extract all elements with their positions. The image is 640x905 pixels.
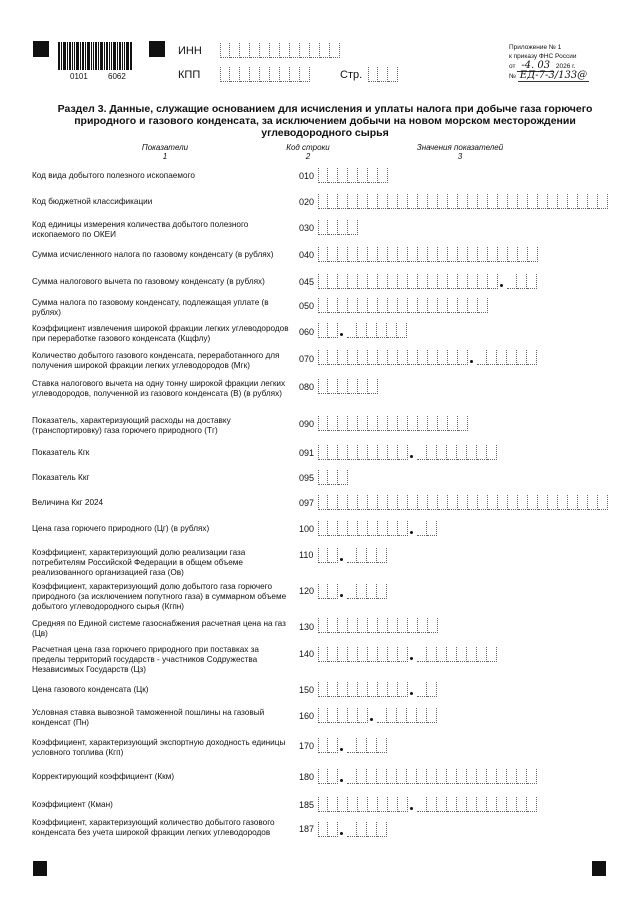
row-label-100: Цена газа горючего природного (Цг) (в рублях) — [32, 524, 210, 533]
row-input-150[interactable] — [318, 682, 437, 697]
row-input-180[interactable] — [318, 769, 537, 784]
page-field[interactable] — [368, 67, 398, 82]
row-input-130[interactable] — [318, 618, 438, 633]
row-label-045: Сумма налогового вычета по газовому конденсату (в рублях) — [32, 277, 265, 286]
row-input-170[interactable] — [318, 738, 387, 753]
row-code-100: 100 — [299, 524, 315, 534]
row-input-030[interactable] — [318, 220, 358, 235]
row-input-050[interactable] — [318, 298, 488, 313]
row-code-020: 020 — [299, 197, 315, 207]
row-input-091[interactable] — [318, 445, 497, 460]
row-input-110[interactable] — [318, 548, 387, 563]
appendix-number — [509, 71, 589, 81]
row-label-040: Сумма исчисленного налога по газовому конденсату (в рублях) — [32, 250, 274, 259]
column-head-values-label: Значения показателей — [416, 143, 504, 152]
row-code-095: 095 — [299, 473, 315, 483]
column-head-indicators — [110, 143, 220, 161]
row-input-140[interactable] — [318, 647, 497, 662]
row-code-040: 040 — [299, 250, 315, 260]
appendix-block — [509, 43, 589, 81]
row-label-091: Показатель Кгк — [32, 448, 90, 457]
row-label-187: Коэффициент, характеризующий количество добытого газового конденсата без учета широкой фракции легких углеводородов — [32, 818, 275, 837]
row-code-050: 050 — [299, 301, 315, 311]
corner-marker-top-left — [33, 41, 49, 57]
row-input-187[interactable] — [318, 822, 387, 837]
row-code-187: 187 — [299, 824, 315, 834]
row-label-170: Коэффициент, характеризующий экспортную доходность единицы условного топлива (Кгп) — [32, 738, 286, 757]
row-input-070[interactable] — [318, 350, 537, 365]
row-label-097: Величина Ккг 2024 — [32, 498, 104, 507]
row-label-120: Коэффициент, характеризующий долю добытого газа горючего природного (за исключением попутного газа) в суммарном объеме добытого углеводородного сырья (Кгпн) — [32, 582, 287, 611]
appendix-number-prefix: № — [509, 73, 516, 80]
row-code-140: 140 — [299, 649, 315, 659]
row-label-030: Код единицы измерения количества добытого полезного ископаемого по ОКЕИ — [32, 220, 249, 239]
appendix-line2: к приказу ФНС России — [509, 53, 577, 60]
appendix-date-handwritten: -4. 03 — [517, 60, 554, 72]
appendix-number-handwritten: ЕД-7-3/133@ — [519, 70, 588, 81]
row-label-020: Код бюджетной классификации — [32, 197, 153, 206]
corner-marker-bottom-right — [592, 861, 606, 876]
row-label-090: Показатель, характеризующий расходы на доставку (транспортировку) газа горючего природного (Тг) — [32, 416, 231, 435]
column-head-values — [400, 143, 520, 161]
row-code-060: 060 — [299, 327, 315, 337]
row-code-091: 091 — [299, 448, 315, 458]
barcode-number-left: 0101 — [70, 72, 88, 81]
row-input-010[interactable] — [318, 168, 388, 183]
row-input-040[interactable] — [318, 247, 538, 262]
row-input-020[interactable] — [318, 194, 608, 209]
row-code-150: 150 — [299, 685, 315, 695]
section-title: Раздел 3. Данные, служащие основанием для исчисления и уплаты налога при добыче газа горючего природного и газового конденсата, за исключением добычи на новом морском месторождении углеводородного сырья — [57, 103, 593, 139]
row-label-160: Условная ставка вывозной таможенной пошлины на газовый конденсат (Пн) — [32, 708, 265, 727]
corner-marker-top-mid — [149, 41, 165, 57]
row-input-120[interactable] — [318, 584, 387, 599]
row-label-140: Расчетная цена газа горючего природного при поставках за пределы территорий государств - участников Содружества Независимых Государств (Цз) — [32, 645, 259, 674]
appendix-date-year: 2026 г. — [555, 63, 576, 70]
row-label-130: Средняя по Единой системе газоснабжения расчетная цена на газ (Цв) — [32, 619, 286, 638]
row-label-060: Коэффициент извлечения широкой фракции легких углеводородов при переработке газового конденсата (Кщфлу) — [32, 324, 289, 343]
row-label-110: Коэффициент, характеризующий долю реализации газа потребителям Российской Федерации в общем объеме реализованного организацией газа (Ов) — [32, 548, 246, 577]
column-head-code-label: Код строки — [286, 143, 330, 152]
corner-marker-bottom-left — [33, 861, 47, 876]
row-input-060[interactable] — [318, 323, 407, 338]
row-code-090: 090 — [299, 419, 315, 429]
row-code-180: 180 — [299, 772, 315, 782]
row-label-010: Код вида добытого полезного ископаемого — [32, 171, 195, 180]
row-code-010: 010 — [299, 171, 315, 181]
row-label-080: Ставка налогового вычета на одну тонну широкой фракции легких углеводородов, полученной из газового конденсата (В) (в рублях) — [32, 379, 286, 398]
row-code-160: 160 — [299, 711, 315, 721]
row-code-045: 045 — [299, 277, 315, 287]
inn-label: ИНН — [178, 45, 202, 57]
row-code-170: 170 — [299, 741, 315, 751]
row-code-185: 185 — [299, 800, 315, 810]
row-label-150: Цена газового конденсата (Цк) — [32, 685, 149, 694]
row-code-110: 110 — [299, 550, 314, 560]
barcode — [58, 42, 138, 70]
kpp-label: КПП — [178, 69, 201, 81]
kpp-field[interactable] — [220, 67, 310, 82]
row-label-180: Корректирующий коэффициент (Ккм) — [32, 772, 175, 781]
row-code-080: 080 — [299, 382, 315, 392]
row-code-030: 030 — [299, 223, 315, 233]
appendix-line1: Приложение № 1 — [509, 44, 562, 51]
column-head-code — [268, 143, 348, 161]
row-input-185[interactable] — [318, 797, 537, 812]
row-label-095: Показатель Ккг — [32, 473, 90, 482]
column-head-values-number: 3 — [457, 152, 463, 161]
column-head-code-number: 2 — [305, 152, 311, 161]
barcode-number-right: 6062 — [108, 72, 126, 81]
row-label-070: Количество добытого газового конденсата, переработанного для получения широкой фракции легких углеводородов (Мгк) — [32, 351, 280, 370]
inn-field[interactable] — [220, 43, 340, 58]
column-head-indicators-label: Показатели — [141, 143, 189, 152]
row-code-097: 097 — [299, 498, 315, 508]
row-label-185: Коэффициент (Кман) — [32, 800, 113, 809]
page-label: Стр. — [340, 69, 363, 81]
row-code-130: 130 — [299, 622, 315, 632]
row-input-080[interactable] — [318, 379, 378, 394]
row-input-095[interactable] — [318, 470, 348, 485]
row-code-120: 120 — [299, 586, 315, 596]
row-input-100[interactable] — [318, 521, 437, 536]
row-label-050: Сумма налога по газовому конденсату, подлежащая уплате (в рублях) — [32, 298, 269, 317]
row-input-090[interactable] — [318, 416, 468, 431]
appendix-date-prefix: от — [509, 63, 516, 70]
column-head-indicators-number: 1 — [162, 152, 168, 161]
row-input-097[interactable] — [318, 495, 608, 510]
row-input-045[interactable] — [318, 274, 537, 289]
row-input-160[interactable] — [318, 708, 437, 723]
row-code-070: 070 — [299, 354, 315, 364]
